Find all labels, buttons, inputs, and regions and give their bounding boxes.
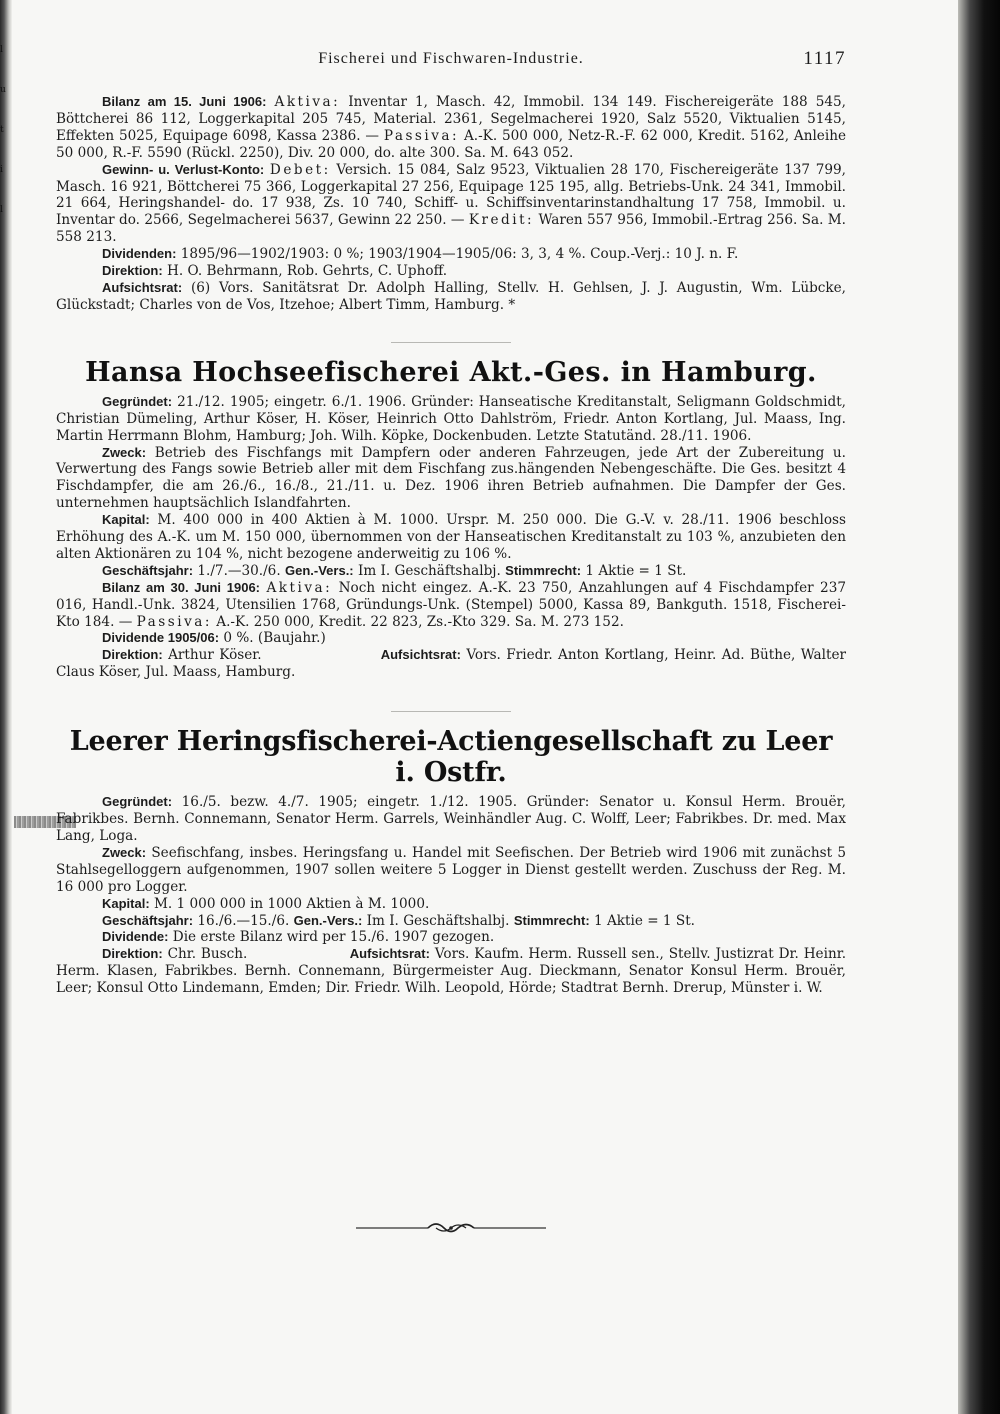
gegruendet-paragraph: [56, 394, 846, 445]
aktiva-label: Aktiva:: [274, 94, 341, 110]
debet-label: Debet:: [269, 161, 331, 178]
zweck-paragraph: [56, 445, 846, 513]
field-label: Dividende:: [102, 929, 169, 945]
field-text: 1895/96—1902/1903: 0 %; 1903/1904—1905/06: 3, 3, 4 %. Coup.-Verj.: 10 J. n. F.: [180, 246, 739, 263]
direktion-paragraph: [56, 647, 846, 681]
field-text: 21./12. 1905; eingetr. 6./1. 1906. Gründer: Hanseatische Kreditanstalt, Seligmann Goldschmidt, Christian Dümeling, Arthur Köser, H. Köser, Heinrich Otto Dahlström, Friedr. Anton Kortlang, Jul. Maass, Ing. Martin Herrmann Blohm, Hamburg; Joh. Wilh. Köpke, Dockenbuden. Letzte Statutänd. 28./11. 1906.: [56, 393, 846, 444]
section-divider: [391, 342, 511, 343]
company-title-leer: Leerer Heringsfischerei-Actiengesellschaft zu Leer i. Ostfr.: [69, 726, 833, 789]
field-label: Gewinn- u. Verlust-Konto:: [102, 161, 265, 177]
bilanz-paragraph: [56, 94, 846, 162]
scan-dark-edge: [958, 0, 1000, 1414]
field-text: 0 %. (Baujahr.): [223, 630, 326, 647]
spine-marks: [0, 30, 12, 230]
field-text: Im I. Geschäftshalbj.: [357, 562, 501, 579]
passiva-text: A.-K. 250 000, Kredit. 22 823, Zs.-Kto 329. Sa. M. 273 152.: [216, 613, 624, 630]
direktion-paragraph: [56, 263, 846, 280]
aktiva-label: Aktiva:: [266, 579, 333, 596]
spine-mark: i: [0, 165, 3, 175]
field-label: Gen.-Vers.:: [285, 562, 354, 578]
kapital-paragraph: [56, 512, 846, 563]
gewinn-verlust-paragraph: [56, 162, 846, 247]
dividende-paragraph: [56, 929, 846, 946]
field-label: Direktion:: [102, 946, 163, 962]
field-text: Betrieb des Fischfangs mit Dampfern oder anderen Fahrzeugen, jede Art der Zubereitung u. Verwertung des Fangs sowie Betrieb aller mit dem Fischfang zus.hängenden Nebengeschäfte. Die Ges. besitzt 4 Fischdampfer, die am 26./6., 16./8., 21./11. u. Dez. 1906 ihren Betrieb aufnahmen. Die Dampfer der Ges. unternehmen hauptsächlich Islandfahrten.: [56, 444, 846, 512]
field-text: M. 400 000 in 400 Aktien à M. 1000. Urspr. M. 250 000. Die G.-V. v. 28./11. 1906 beschloss Erhöhung des A.-K. um M. 150 000, übernommen von der Hanseatischen Kreditanstalt zu 103 %, anzubieten den alten Aktionären zu 104 %, nicht bezogene anderweitig zu 106 %.: [56, 512, 846, 562]
field-text: Arthur Köser.: [168, 647, 262, 664]
field-label: Geschäftsjahr:: [102, 562, 194, 578]
field-label: Gen.-Vers.:: [293, 912, 363, 928]
geschaeftsjahr-paragraph: [56, 913, 846, 930]
field-text: 1 Aktie = 1 St.: [594, 912, 695, 929]
aufsichtsrat-paragraph: [56, 280, 846, 314]
field-text: 16./5. bezw. 4./7. 1905; eingetr. 1./12. 1905. Gründer: Senator u. Konsul Herm. Brouër, Fabrikbes. Bernh. Connemann, Senator Herm. Garrels, Weinhändler Aug. C. Wolff, Leer; Fabrikbes. Dr. med. Max Lang, Loga.: [56, 794, 846, 844]
running-head-title: Fischerei und Fischwaren-Industrie.: [318, 50, 584, 67]
field-label: Dividenden:: [102, 246, 177, 262]
field-text: Seefischfang, insbes. Heringsfang u. Handel mit Seefischen. Der Betrieb wird 1906 mit zunächst 5 Stahlsegelloggern aufgenommen, 1907 sollen weitere 5 Logger in Dienst gestellt werden. Zuschuss der Reg. M. 16 000 pro Logger.: [56, 844, 846, 895]
aktiva-text: Inventar 1, Masch. 42, Immobil. 134 149. Fischereigeräte 188 545, Böttcherei 86 112, Loggerkapital 205 745, Material. 2361, Segelmacherei 1920, Salz 5520, Viktualien 5145, Effekten 5025, Equipage 6098, Kassa 2386. —: [56, 94, 846, 144]
field-text: Vors. Friedr. Anton Kortlang, Heinr. Ad. Büthe, Walter Claus Köser, Jul. Maass, Hamburg.: [56, 647, 846, 681]
field-text: 1 Aktie = 1 St.: [585, 562, 687, 579]
field-label: Geschäftsjahr:: [102, 912, 194, 928]
aktiva-text: Noch nicht eingez. A.-K. 23 750, Anzahlungen auf 4 Fischdampfer 237 016, Handl.-Unk. 3824, Utensilien 1768, Gründungs-Unk. (Stempel) 5000, Kassa 89, Bankguth. 1518, Fischerei-Kto 184. —: [56, 579, 846, 630]
field-label: Zweck:: [102, 844, 147, 860]
leer-company-entry: [56, 794, 846, 997]
previous-company-entry: [56, 94, 846, 314]
field-label: Dividende 1905/06:: [102, 630, 220, 646]
passiva-text: A.-K. 500 000, Netz-R.-F. 62 000, Kredit. 5162, Anleihe 50 000, R.-F. 5590 (Rückl. 2250), Div. 20 000, do. alte 300. Sa. M. 643 052.: [56, 127, 846, 161]
kredit-label: Kredit:: [468, 212, 535, 229]
field-label: Direktion:: [102, 647, 163, 663]
end-ornament: [56, 1218, 846, 1238]
hansa-company-entry: [56, 394, 846, 681]
field-label: Direktion:: [102, 263, 163, 279]
spine-mark: u: [0, 85, 6, 95]
field-label: Gegründet:: [102, 393, 173, 409]
field-text: 1./7.—30./6.: [197, 562, 281, 579]
dividenden-paragraph: [56, 246, 846, 263]
zweck-paragraph: [56, 845, 846, 896]
field-text: (6) Vors. Sanitätsrat Dr. Adolph Halling, Stellv. H. Gehlsen, J. J. Augustin, Wm. Lübcke, Glückstadt; Charles von de Vos, Itzehoe; Albert Timm, Hamburg. *: [56, 279, 847, 313]
geschaeftsjahr-paragraph: [56, 563, 846, 580]
passiva-label: Passiva:: [136, 613, 212, 630]
field-text: Chr. Busch.: [167, 946, 248, 963]
running-head: [56, 50, 846, 76]
passiva-label: Passiva:: [383, 127, 460, 144]
gegruendet-paragraph: [56, 794, 846, 845]
kredit-text: Waren 557 956, Immobil.-Ertrag 256. Sa. M. 558 213.: [56, 212, 846, 246]
field-text: H. O. Behrmann, Rob. Gehrts, C. Uphoff.: [167, 263, 448, 280]
field-label: Bilanz am 30. Juni 1906:: [102, 579, 261, 595]
field-label: Aufsichtsrat:: [380, 647, 461, 663]
field-label: Gegründet:: [102, 794, 173, 810]
dividende-paragraph: [56, 630, 846, 647]
spine-mark: t: [0, 125, 4, 135]
field-label: Bilanz am 15. Juni 1906:: [102, 94, 267, 109]
company-title-hansa: Hansa Hochseefischerei Akt.-Ges. in Hamburg.: [85, 356, 817, 388]
field-label: Stimmrecht:: [505, 562, 582, 578]
field-label: Kapital:: [102, 895, 150, 911]
field-label: Aufsichtsrat:: [349, 946, 430, 962]
field-label: Zweck:: [102, 444, 147, 460]
page-content: [56, 50, 846, 997]
bilanz-paragraph: [56, 580, 846, 631]
spine-mark: l: [0, 45, 3, 55]
direktion-paragraph: [56, 946, 846, 997]
field-text: Die erste Bilanz wird per 15./6. 1907 gezogen.: [172, 929, 495, 946]
field-text: M. 1 000 000 in 1000 Aktien à M. 1000.: [154, 895, 430, 912]
field-text: Vors. Kaufm. Herm. Russell sen., Stellv. Justizrat Dr. Heinr. Herm. Klasen, Fabrikbes. Bernh. Connemann, Bürgermeister Aug. Dieckmann, Senator Konsul Herm. Brouër, Leer; Konsul Otto Lindemann, Emden; Dir. Friedr. Wilh. Leopold, Hörde; Stadtrat Bernh. Drerup, Münster i. W.: [56, 946, 847, 997]
section-divider: [391, 711, 511, 712]
debet-text: Versich. 15 084, Salz 9523, Viktualien 28 170, Fischereigeräte 137 799, Masch. 16 921, Böttcherei 75 366, Loggerkapital 27 256, Equipage 125 195, allg. Betriebs-Unk. 24 341, Immobil. 21 664, Heringshandel- do. 17 938, Zs. 10 740, Schiff- u. Schiffsinventarinstandhaltung 17 758, Immobil. u. Inventar do. 2566, Segelmacherei 5637, Gewinn 22 250. —: [56, 161, 846, 229]
field-label: Stimmrecht:: [513, 912, 590, 928]
spine-mark: l: [0, 205, 3, 215]
field-label: Aufsichtsrat:: [102, 279, 183, 295]
field-text: Im I. Geschäftshalbj.: [366, 912, 510, 929]
kapital-paragraph: [56, 896, 846, 913]
field-text: 16./6.—15./6.: [197, 912, 290, 929]
field-label: Kapital:: [102, 512, 150, 528]
ornament-dot: [449, 1226, 453, 1230]
page-number: 1117: [803, 48, 846, 69]
